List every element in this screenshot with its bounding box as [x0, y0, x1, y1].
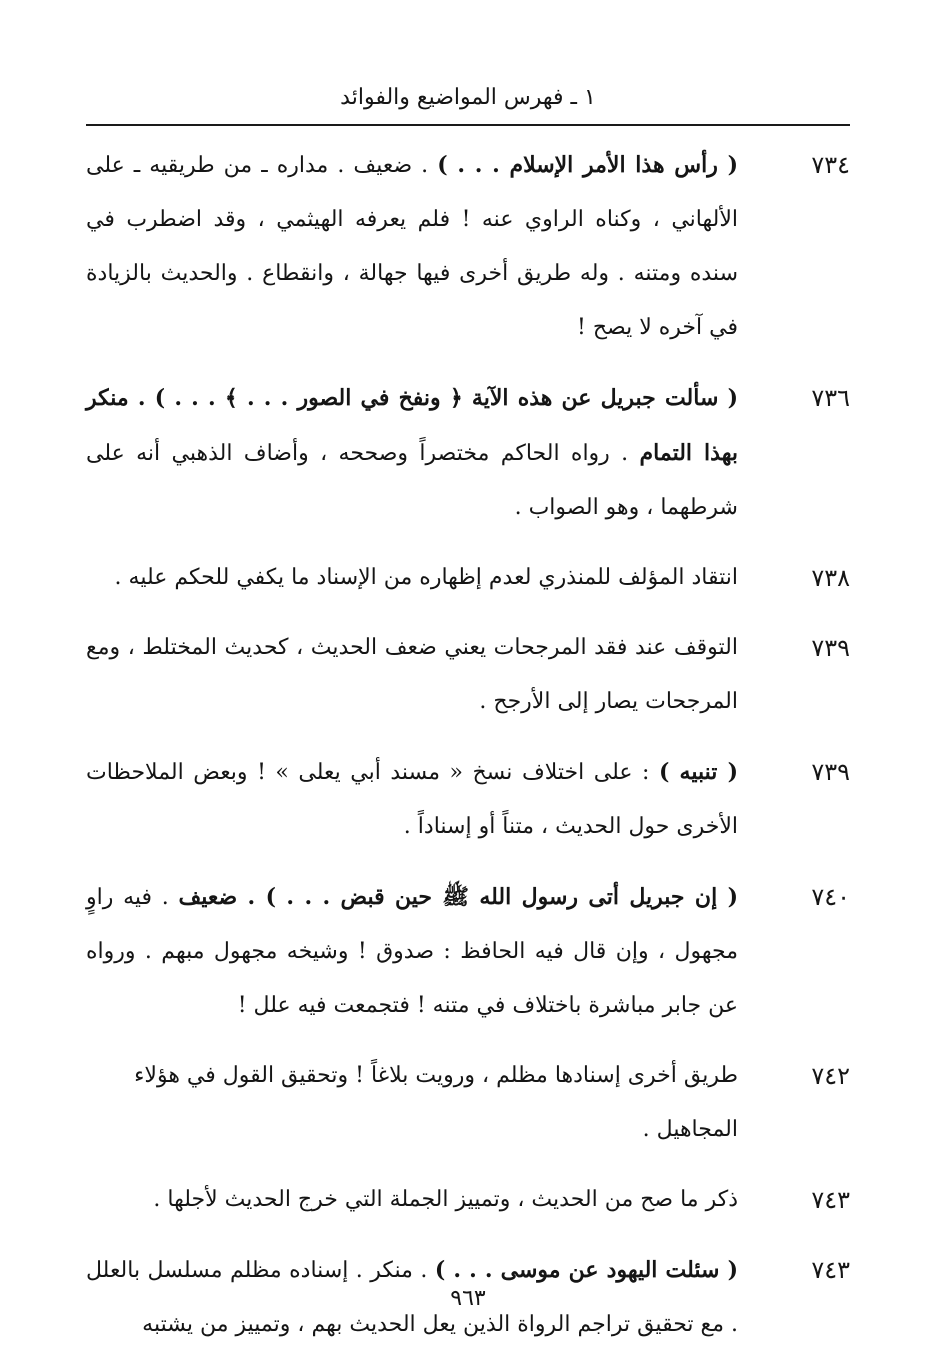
entry-number: ٧٤٢: [811, 1062, 850, 1090]
entry-number: ٧٣٩: [811, 758, 850, 786]
index-entry: [86, 870, 850, 1033]
entry-number: ٧٣٤: [811, 151, 850, 179]
entry-number: ٧٣٨: [811, 564, 850, 592]
index-entry: [86, 745, 850, 854]
entry-text: [86, 371, 738, 535]
header-rule: [86, 124, 850, 126]
entry-body: . منكر . إسناده مظلم مسلسل بالعلل . مع تحقيق تراجم الرواة الذين يعل الحديث بهم ، وتمييز من يشتبه: [86, 1258, 738, 1337]
entry-body: انتقاد المؤلف للمنذري لعدم إظهاره من الإسناد ما يكفي للحكم عليه .: [114, 565, 738, 590]
entry-text: [86, 745, 738, 854]
page-number: ٩٦٣: [450, 1286, 486, 1311]
index-entry: [86, 1049, 850, 1157]
entry-text: [86, 138, 738, 355]
entry-body: . رواه الحاكم مختصراً وصححه ، وأضاف الذهبي أنه على شرطهما ، وهو الصواب .: [86, 441, 738, 520]
hadith-title: ( إن جبريل أتى رسول الله ﷺ حين قبض . . . ) . ضعيف: [178, 884, 738, 910]
note-title: ( تنبيه ): [658, 759, 738, 785]
entry-body: . فيه راوٍ مجهول ، وإن قال فيه الحافظ : صدوق ! وشيخه مجهول مبهم . ورواه عن جابر مباشرة باختلاف في متنه ! فتجمعت فيه علل !: [86, 885, 738, 1018]
entry-number: ٧٣٦: [811, 384, 850, 412]
entry-number: ٧٣٩: [811, 634, 850, 662]
running-head: ١ ـ فهرس المواضيع والفوائد: [340, 85, 596, 110]
index-entry: [86, 138, 850, 355]
entry-number: ٧٤٣: [811, 1256, 850, 1284]
index-entry: [86, 621, 850, 729]
hadith-title: ( سألت جبريل عن هذه الآية ﴿ ونفخ في الصور . . . ﴾ . . . ) . منكر بهذا التمام: [86, 385, 738, 466]
entry-body: : على اختلاف نسخ « مسند أبي يعلى » ! وبعض الملاحظات الأخرى حول الحديث ، متناً أو إسناداً .: [86, 760, 738, 839]
hadith-title: ( سئلت اليهود عن موسى . . . ): [434, 1257, 738, 1283]
index-entry: [86, 371, 850, 535]
entry-number: ٧٤٠: [811, 883, 850, 911]
entry-text: [86, 870, 738, 1033]
index-entry: [86, 1173, 850, 1227]
index-entry: [86, 551, 850, 605]
hadith-title: ( رأس هذا الأمر الإسلام . . . ): [437, 152, 738, 178]
index-entries: [86, 138, 850, 1368]
entry-number: ٧٤٣: [811, 1186, 850, 1214]
entry-body: التوقف عند فقد المرجحات يعني ضعف الحديث ، كحديث المختلط ، ومع المرجحات يصار إلى الأرجح .: [86, 635, 738, 714]
entry-body: . ضعيف . مداره ـ من طريقيه ـ على الألهاني ، وكناه الراوي عنه ! فلم يعرفه الهيثمي ، وقد اضطرب في سنده ومتنه . وله طريق أخرى فيها جهالة ، وانقطاع . والحديث بالزيادة في آخره لا يصح !: [86, 153, 738, 340]
entry-body: ذكر ما صح من الحديث ، وتمييز الجملة التي خرج الحديث لأجلها .: [153, 1187, 738, 1212]
entry-body: طريق أخرى إسنادها مظلم ، ورويت بلاغاً ! وتحقيق القول في هؤلاء المجاهيل .: [134, 1063, 738, 1142]
